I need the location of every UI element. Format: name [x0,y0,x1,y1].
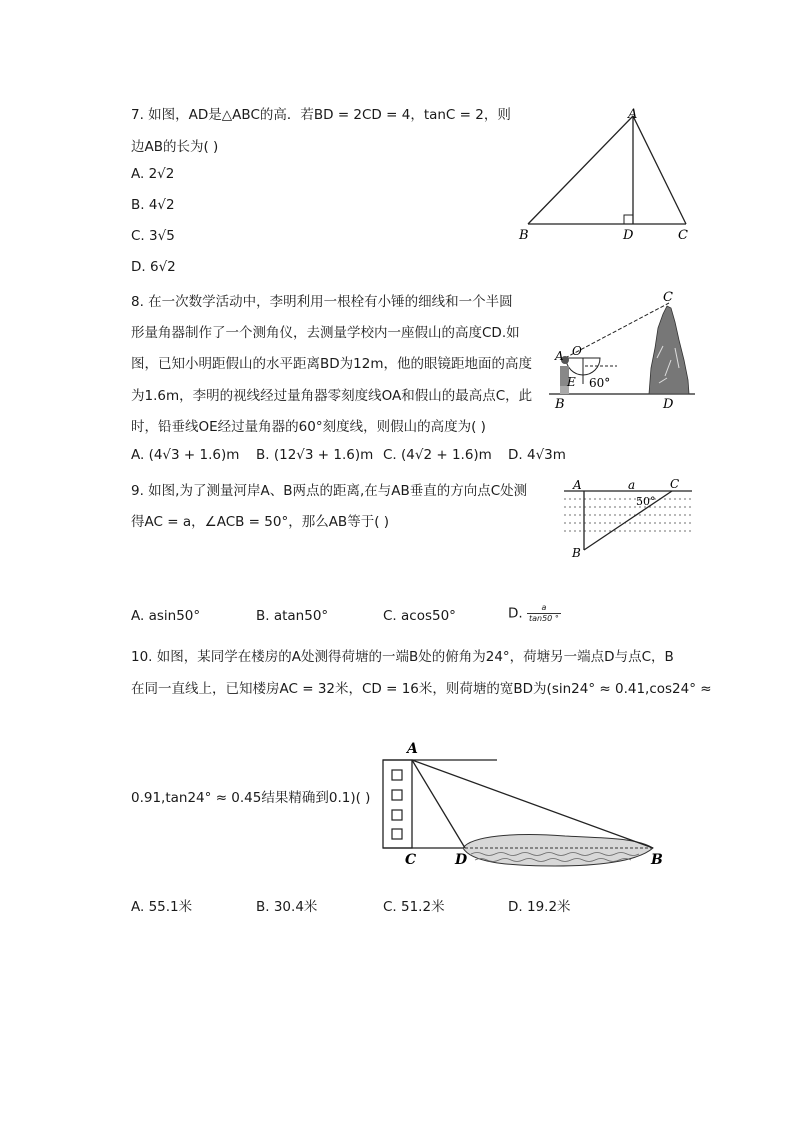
q9-option-d-letter: D. [508,605,523,622]
q10-pond-figure [375,738,675,873]
q9-option-c[interactable]: C. acos50° [383,608,456,624]
q8-stem-line4: 为1.6m，李明的视线经过量角器零刻度线OA和假山的最高点C，此 [131,388,533,404]
q9-label-b: B [572,546,581,560]
q10-stem-line2: 在同一直线上，已知楼房AC = 32米，CD = 16米，则荷塘的宽BD为(sin24° ≈ 0.41,cos24° ≈ [131,681,712,697]
q7-option-d[interactable]: D. 6√2 [131,259,176,275]
q7-label-c: C [678,228,688,243]
rockery-shape [649,306,689,394]
q8-label-c: C [663,290,673,305]
q9-option-d-den: tan50 ° [528,614,559,623]
q9-option-d[interactable] [508,603,561,624]
q10-label-d: D [455,852,468,868]
q7-label-d: D [623,228,634,243]
q10-option-a[interactable]: A. 55.1米 [131,899,193,915]
q10-stem-line3: 0.91,tan24° ≈ 0.45结果精确到0.1)( ) [131,790,371,806]
q8-label-e: E [567,375,576,389]
q9-option-a[interactable]: A. asin50° [131,608,201,624]
q8-stem-line1: 8. 在一次数学活动中，李明利用一根栓有小锤的细线和一个半圆 [131,294,513,310]
q10-option-b[interactable]: B. 30.4米 [256,899,318,915]
q8-option-a[interactable]: A. (4√3 + 1.6)m [131,447,240,463]
q8-stem-line3: 图，已知小明距假山的水平距离BD为12m，他的眼镜距地面的高度 [131,356,532,372]
q10-option-d[interactable]: D. 19.2米 [508,899,571,915]
q10-stem-line1: 10. 如图，某同学在楼房的A处测得荷塘的一端B处的俯角为24°，荷塘另一端点D与点C，B [131,649,674,665]
q10-label-a: A [407,741,418,757]
q7-option-c[interactable]: C. 3√5 [131,228,175,244]
q8-label-o: O [572,344,582,358]
q9-label-a: A [573,478,582,492]
q7-stem-line1: 7. 如图，AD是△ABC的高．若BD = 2CD = 4，tanC = 2，则 [131,107,511,123]
q10-label-b: B [651,852,663,868]
q8-stem-line5: 时，铅垂线OE经过量角器的60°刻度线，则假山的高度为( ) [131,419,486,435]
q7-stem-line2: 边AB的长为( ) [131,139,219,155]
q8-stem-line2: 形量角器制作了一个测角仪，去测量学校内一座假山的高度CD.如 [131,325,520,341]
q9-option-d-fraction [527,603,561,624]
q9-stem-line1: 9. 如图,为了测量河岸A、B两点的距离,在与AB垂直的方向点C处测 [131,483,528,499]
q9-stem-line2: 得AC = a，∠ACB = 50°，那么AB等于( ) [131,514,390,530]
q9-option-d-num: a [527,603,561,614]
q9-label-c: C [670,477,680,491]
q8-label-a: A [555,349,564,363]
q8-label-b: B [555,397,565,412]
building-shape [383,760,412,848]
q7-label-a: A [628,107,638,122]
q8-label-d: D [663,397,674,412]
q9-river-figure [560,474,695,564]
q7-triangle-figure [512,104,702,249]
q7-label-b: B [519,228,529,243]
q10-label-c: C [405,852,417,868]
q9-label-angle: 50° [636,495,656,508]
q8-option-c[interactable]: C. (4√2 + 1.6)m [383,447,492,463]
q9-option-b[interactable]: B. atan50° [256,608,329,624]
q8-rockery-figure [545,288,700,413]
q7-option-b[interactable]: B. 4√2 [131,197,175,213]
q8-option-b[interactable]: B. (12√3 + 1.6)m [256,447,374,463]
q7-option-a[interactable]: A. 2√2 [131,166,175,182]
q9-label-a-length: a [628,478,636,492]
q10-option-c[interactable]: C. 51.2米 [383,899,445,915]
q8-label-angle: 60° [589,376,611,390]
q8-option-d[interactable]: D. 4√3m [508,447,566,463]
